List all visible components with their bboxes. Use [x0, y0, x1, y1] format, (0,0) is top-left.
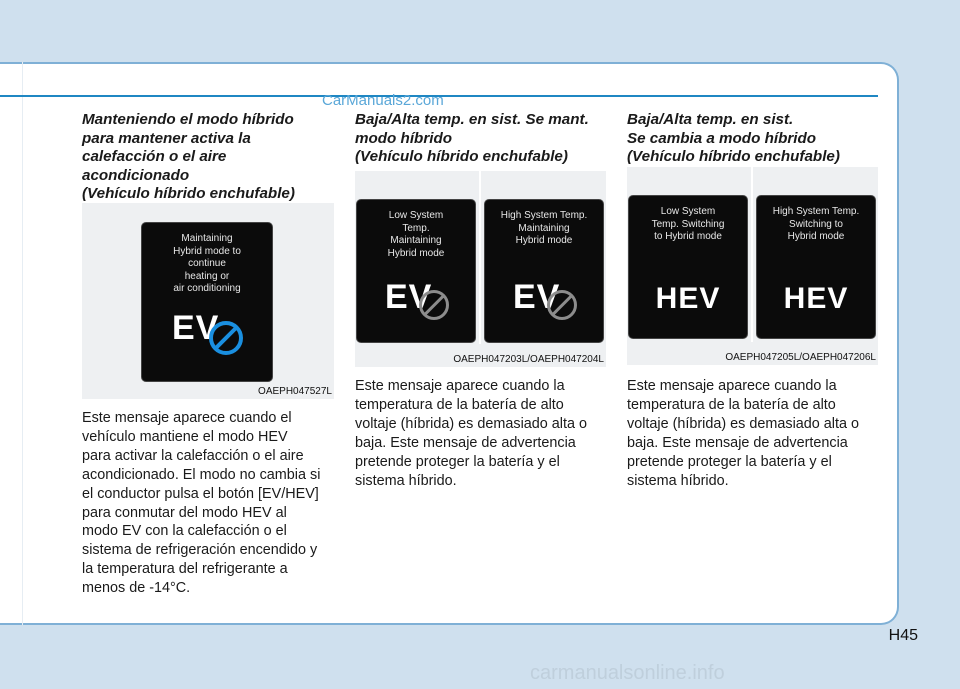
section-body: Este mensaje aparece cuando el vehículo mantiene el modo HEV para activar la calefacción o el aire acondicionado. El modo no cambia si el conductor pulsa el botón [EV/HEV] para conmutar del modo HEV al modo EV con la calefacción o el sistema de refrigeración encendido y la temperatura del refrigerante a menos de -14°C. [82, 410, 321, 597]
section-body: Este mensaje aparece cuando la temperatura de la batería de alto voltaje (híbrida) es demasiado alta o baja. Este mensaje de advertencia pretende proteger la batería y el sistema híbrido. [627, 378, 859, 489]
prohibited-icon [419, 290, 449, 320]
section-title: Manteniendo el modo híbrido para mantener activa la calefacción o el aire acondicionado (Vehículo híbrido enchufable) [82, 111, 295, 203]
ev-symbol: EV [385, 278, 433, 316]
cluster-screen-low-temp [356, 199, 476, 343]
screen-message: Maintaining Hybrid mode to continue heating or air conditioning [173, 233, 241, 294]
figure-code: OAEPH047527L [258, 386, 332, 397]
figure-low-high-temp-maintain [355, 171, 606, 367]
footer-watermark: carmanualsonline.info [530, 662, 725, 684]
page-number: H45 [888, 627, 918, 644]
margin-line [22, 62, 23, 625]
section-title: Baja/Alta temp. en sist. Se mant. modo híbrido (Vehículo híbrido enchufable) [355, 111, 589, 166]
figure-low-high-temp-switch [627, 167, 878, 365]
screen-message: Low System Temp. Switching to Hybrid mode [651, 206, 725, 242]
section-body: Este mensaje aparece cuando la temperatura de la batería de alto voltaje (híbrida) es demasiado alta o baja. Este mensaje de advertencia pretende proteger la batería y el sistema híbrido. [355, 378, 587, 489]
section-title: Baja/Alta temp. en sist. Se cambia a modo híbrido (Vehículo híbrido enchufable) [627, 111, 840, 166]
section-maintaining-hybrid [82, 111, 334, 204]
hev-symbol: HEV [655, 282, 721, 315]
cluster-screen-low-temp [628, 195, 748, 339]
screen-message: Low System Temp. Maintaining Hybrid mode [387, 210, 445, 259]
screen-message: High System Temp. Maintaining Hybrid mode [500, 210, 588, 246]
prohibited-icon [547, 290, 577, 320]
prohibited-icon [209, 321, 243, 355]
figure-code: OAEPH047203L/OAEPH047204L [453, 354, 604, 365]
ev-symbol: EV [172, 309, 220, 347]
screen-message: High System Temp. Switching to Hybrid mode [772, 206, 860, 242]
hev-symbol: HEV [783, 282, 849, 315]
figure-maintaining-hybrid [82, 203, 334, 399]
section-low-high-temp-switch [627, 111, 879, 167]
cluster-screen [141, 222, 273, 382]
section-low-high-temp-maintain [355, 111, 607, 167]
cluster-screen-high-temp [756, 195, 876, 339]
watermark-top: CarManuals2.com [322, 92, 444, 109]
figure-code: OAEPH047205L/OAEPH047206L [725, 352, 876, 363]
cluster-screen-high-temp [484, 199, 604, 343]
ev-symbol: EV [513, 278, 561, 316]
